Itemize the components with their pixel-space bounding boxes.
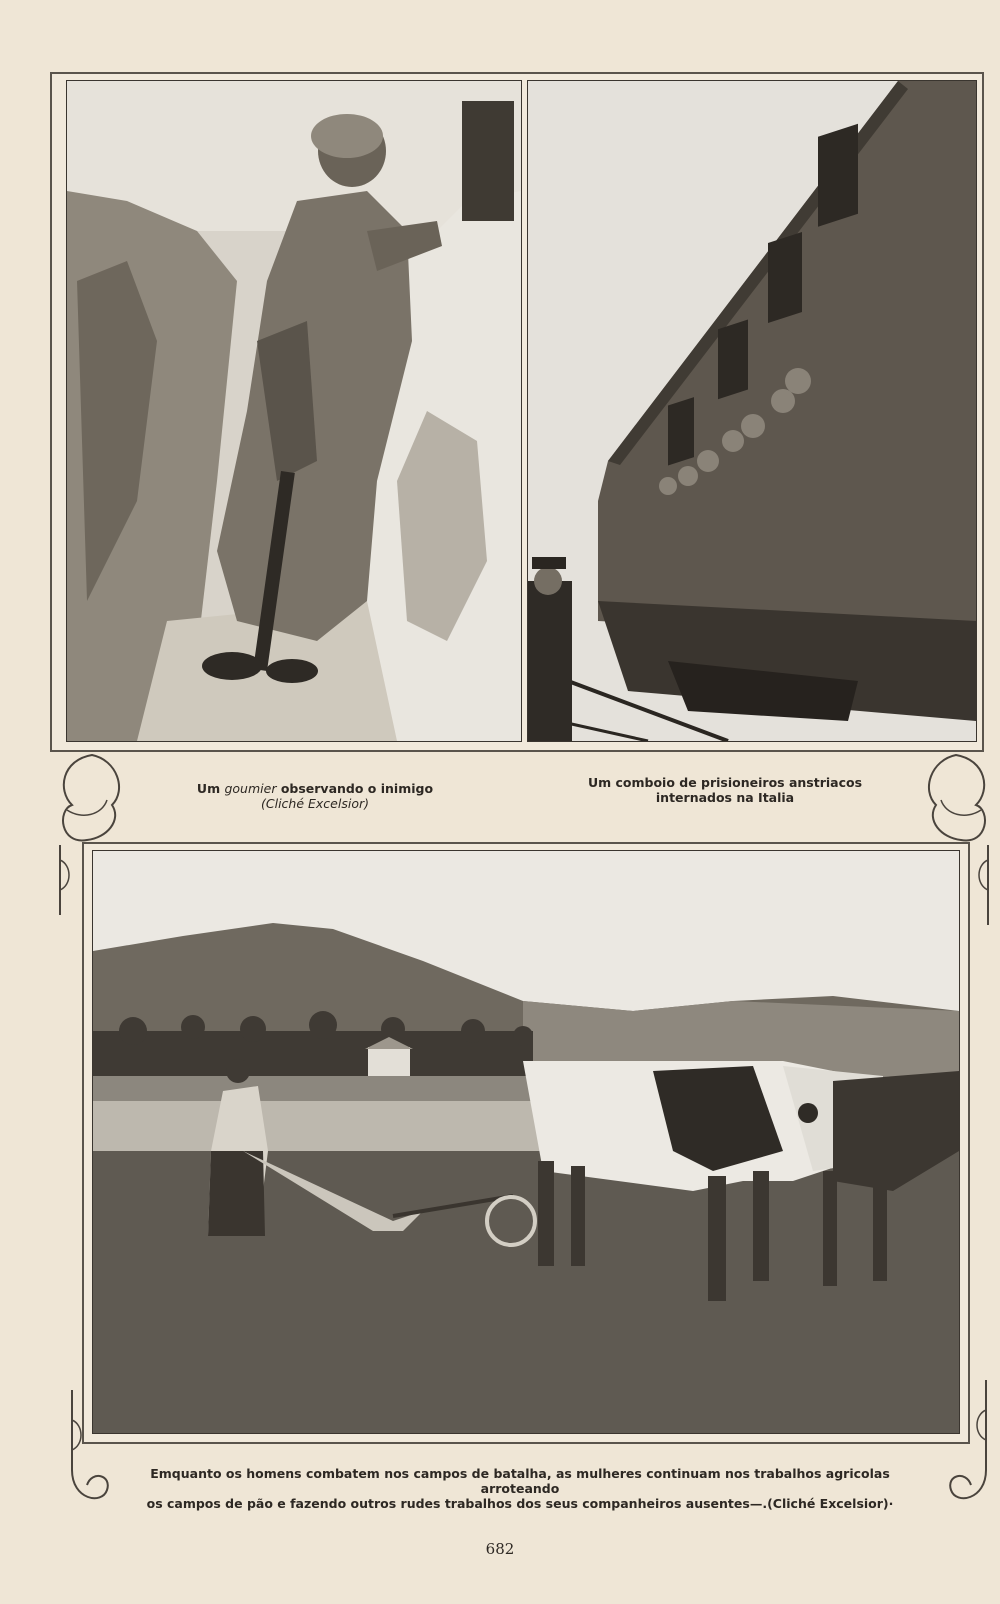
caption-plowing-line2: os campos de pão e fazendo outros rudes trabalhos dos seus companheiros ausentes—.(Cliché Excelsior)· (146, 1496, 894, 1511)
caption-train-line2: internados na Italia (655, 790, 795, 805)
caption-train (560, 775, 890, 805)
caption-goumier-prefix: Um (196, 781, 221, 796)
caption-goumier (150, 781, 480, 811)
caption-train-line1: Um comboio de prisioneiros anstriacos (587, 775, 863, 790)
caption-plowing (110, 1466, 930, 1511)
caption-goumier-credit: (Cliché Excelsior) (261, 796, 369, 811)
caption-plowing-line1: Emquanto os homens combatem nos campos de batalha, as mulheres continuam nos trabalhos agricolas arroteando (150, 1466, 890, 1496)
train-photo (527, 80, 977, 742)
caption-goumier-italic: goumier (224, 781, 277, 796)
goumier-photo (66, 80, 522, 742)
caption-goumier-suffix: observando o inimigo (280, 781, 434, 796)
page-number: 682 (485, 1540, 515, 1558)
plowing-photo (92, 850, 960, 1434)
ornament-bottom-right (936, 1380, 996, 1520)
